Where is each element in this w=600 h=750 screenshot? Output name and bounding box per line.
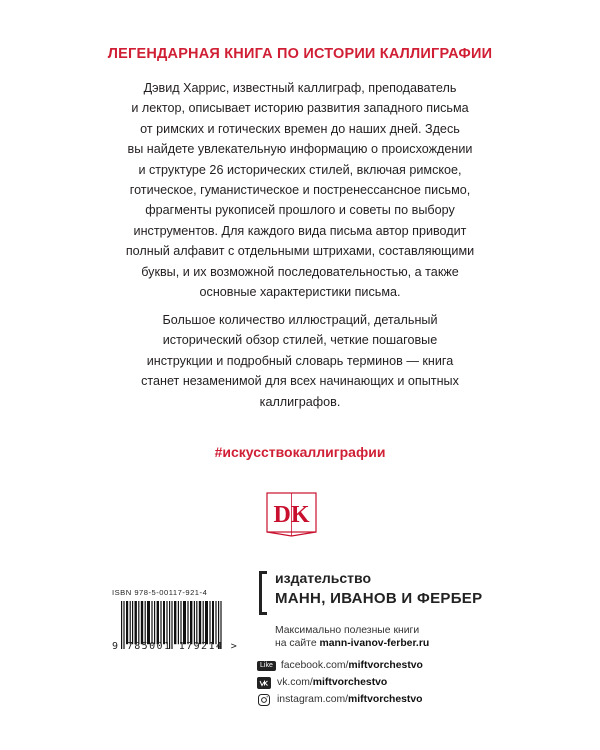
vk-icon bbox=[257, 677, 271, 689]
text-line: вы найдете увлекательную информацию о происхождении bbox=[127, 142, 473, 157]
text-line: готическое, гуманистическое и постренессансное письмо, bbox=[129, 183, 471, 198]
text-line: буквы, и их возможной последовательностью, а также bbox=[141, 264, 459, 279]
isbn-label: ISBN 978-5-00117-921-4 bbox=[112, 588, 208, 597]
text-line: от римских и готических времен до наших дней. Здесь bbox=[140, 121, 460, 136]
barcode-digits: 9 785001 179214 > bbox=[112, 641, 239, 652]
website-link[interactable]: mann-ivanov-ferber.ru bbox=[319, 638, 430, 649]
text-line: станет незаменимой для всех начинающих и опытных bbox=[141, 374, 459, 389]
website-prefix: на сайте bbox=[275, 638, 320, 649]
text-line: каллиграфов. bbox=[259, 394, 341, 409]
text-line: основные характеристики письма. bbox=[199, 285, 401, 300]
instagram-link[interactable] bbox=[257, 693, 423, 706]
text-line: полный алфавит с отдельными штрихами, составляющими bbox=[125, 244, 475, 259]
barcode-block bbox=[112, 588, 239, 662]
hashtag: #искусствокаллиграфии bbox=[214, 444, 386, 460]
facebook-handle: miftvorchestvo bbox=[348, 660, 423, 671]
vk-link[interactable] bbox=[257, 676, 387, 689]
text-line: инструкции и подробный словарь терминов — книга bbox=[146, 353, 454, 368]
headline: ЛЕГЕНДАРНАЯ КНИГА ПО ИСТОРИИ КАЛЛИГРАФИИ bbox=[107, 46, 493, 62]
text-line: и лектор, описывает историю развития западного письма bbox=[131, 101, 469, 116]
dk-logo-text: DK bbox=[273, 502, 310, 528]
publisher-name: МАНН, ИВАНОВ И ФЕРБЕР bbox=[275, 590, 483, 607]
text-line: фрагменты рукописей прошлого и советы по выбору bbox=[145, 203, 455, 218]
facebook-like-icon: Like bbox=[257, 661, 276, 671]
facebook-prefix: facebook.com/ bbox=[280, 660, 349, 671]
text-line: Дэвид Харрис, известный каллиграф, преподаватель bbox=[143, 81, 457, 95]
facebook-link[interactable] bbox=[257, 659, 423, 672]
instagram-icon bbox=[257, 694, 271, 706]
summary-paragraph bbox=[110, 310, 490, 412]
vk-handle: miftvorchestvo bbox=[312, 677, 388, 688]
text-line: исторический обзор стилей, четкие пошаговые bbox=[162, 333, 438, 348]
publisher-website-line bbox=[275, 638, 429, 649]
dk-logo bbox=[264, 490, 319, 538]
instagram-prefix: instagram.com/ bbox=[277, 694, 349, 705]
publisher-label: издательство bbox=[275, 570, 371, 586]
vk-prefix: vk.com/ bbox=[277, 677, 313, 688]
text-line: инструментов. Для каждого вида письма автор приводит bbox=[133, 223, 467, 238]
publisher-tagline: Максимально полезные книги bbox=[275, 625, 420, 636]
text-line: и структуре 26 исторических стилей, включая римское, bbox=[138, 162, 462, 177]
instagram-handle: miftvorchestvo bbox=[348, 694, 423, 705]
text-line: Большое количество иллюстраций, детальный bbox=[162, 313, 438, 327]
description-paragraph bbox=[110, 78, 490, 302]
publisher-bracket bbox=[259, 571, 267, 615]
